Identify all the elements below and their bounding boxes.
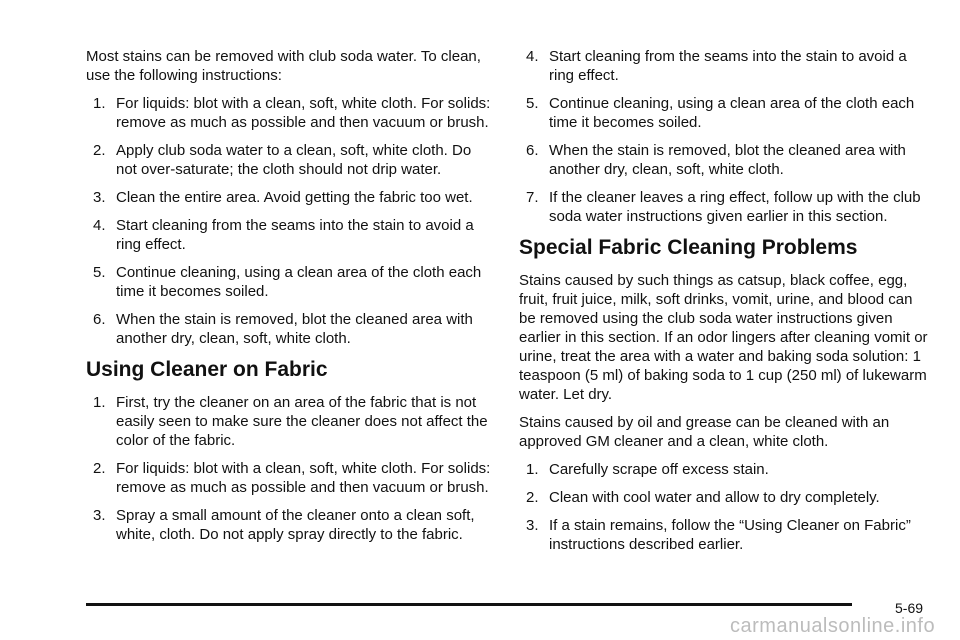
step-number: 3. [93,507,106,524]
list-item [86,506,496,544]
oil-grease-paragraph: Stains caused by oil and grease can be cleaned with an approved GM cleaner and a clean, white cloth. [519,414,890,450]
list-item [519,460,929,479]
step-text: Continue cleaning, using a clean area of the cloth each time it becomes soiled. [549,95,915,131]
step-text: Start cleaning from the seams into the stain to avoid a ring effect. [549,48,907,84]
step-number: 2. [526,489,539,506]
list-item [86,216,496,254]
list-item [86,188,496,207]
list-item [519,188,929,226]
step-text: For liquids: blot with a clean, soft, white cloth. For solids: remove as much as possible and then vacuum or brush. [116,95,491,131]
step-number: 3. [526,517,539,534]
step-text: Continue cleaning, using a clean area of the cloth each time it becomes soiled. [116,264,482,300]
step-text: Clean with cool water and allow to dry completely. [549,489,880,506]
step-number: 2. [93,142,106,159]
list-item [86,393,496,450]
step-text: For liquids: blot with a clean, soft, white cloth. For solids: remove as much as possible and then vacuum or brush. [116,460,491,496]
list-item [519,47,929,85]
list-item [519,141,929,179]
step-text: If the cleaner leaves a ring effect, follow up with the club soda water instructions given earlier in this section. [549,189,921,225]
step-number: 1. [526,461,539,478]
cleaner-steps-continued-list [519,47,929,226]
step-number: 2. [93,460,106,477]
step-number: 1. [93,394,106,411]
step-text: Start cleaning from the seams into the stain to avoid a ring effect. [116,217,474,253]
list-item [519,516,929,554]
step-text: When the stain is removed, blot the cleaned area with another dry, clean, soft, white cloth. [549,142,906,178]
step-text: First, try the cleaner on an area of the fabric that is not easily seen to make sure the cleaner does not affect the color of the fabric. [116,394,488,449]
list-item [86,310,496,348]
step-number: 7. [526,189,539,206]
step-text: Apply club soda water to a clean, soft, white cloth. Do not over-saturate; the cloth should not drip water. [116,142,472,178]
step-number: 3. [93,189,106,206]
right-column [519,47,929,563]
list-item [519,94,929,132]
step-number: 1. [93,95,106,112]
list-item [86,94,496,132]
step-text: Carefully scrape off excess stain. [549,461,769,478]
section-heading-special-problems: Special Fabric Cleaning Problems [519,236,858,259]
watermark-text: carmanualsonline.info [730,615,936,637]
footer-rule [86,603,852,606]
step-number: 6. [526,142,539,159]
stains-paragraph: Stains caused by such things as catsup, black coffee, egg, fruit, fruit juice, milk, soft drinks, vomit, urine, and blood can be removed using the club soda water instructions given earlier in this section. If an odor lingers after cleaning vomit or urine, treat the area with a water and baking soda solution: 1 teaspoon (5 ml) of baking soda to 1 cup (250 ml) of lukewarm water. Let dry. [519,272,928,403]
left-column [86,47,496,553]
club-soda-steps-list [86,94,496,348]
list-item [519,488,929,507]
page-number: 5-69 [895,600,924,616]
list-item [86,141,496,179]
step-text: Clean the entire area. Avoid getting the fabric too wet. [116,189,473,206]
list-item [86,459,496,497]
step-number: 5. [526,95,539,112]
step-text: When the stain is removed, blot the cleaned area with another dry, clean, soft, white cloth. [116,311,473,347]
grease-steps-list [519,460,929,554]
intro-paragraph: Most stains can be removed with club soda water. To clean, use the following instructions: [86,48,481,84]
step-text: Spray a small amount of the cleaner onto a clean soft, white, cloth. Do not apply spray directly to the fabric. [116,507,475,543]
step-number: 4. [93,217,106,234]
step-number: 4. [526,48,539,65]
section-heading-cleaner: Using Cleaner on Fabric [86,358,328,381]
step-text: If a stain remains, follow the “Using Cleaner on Fabric” instructions described earlier. [549,517,911,553]
step-number: 5. [93,264,106,281]
cleaner-steps-list [86,393,496,544]
step-number: 6. [93,311,106,328]
list-item [86,263,496,301]
